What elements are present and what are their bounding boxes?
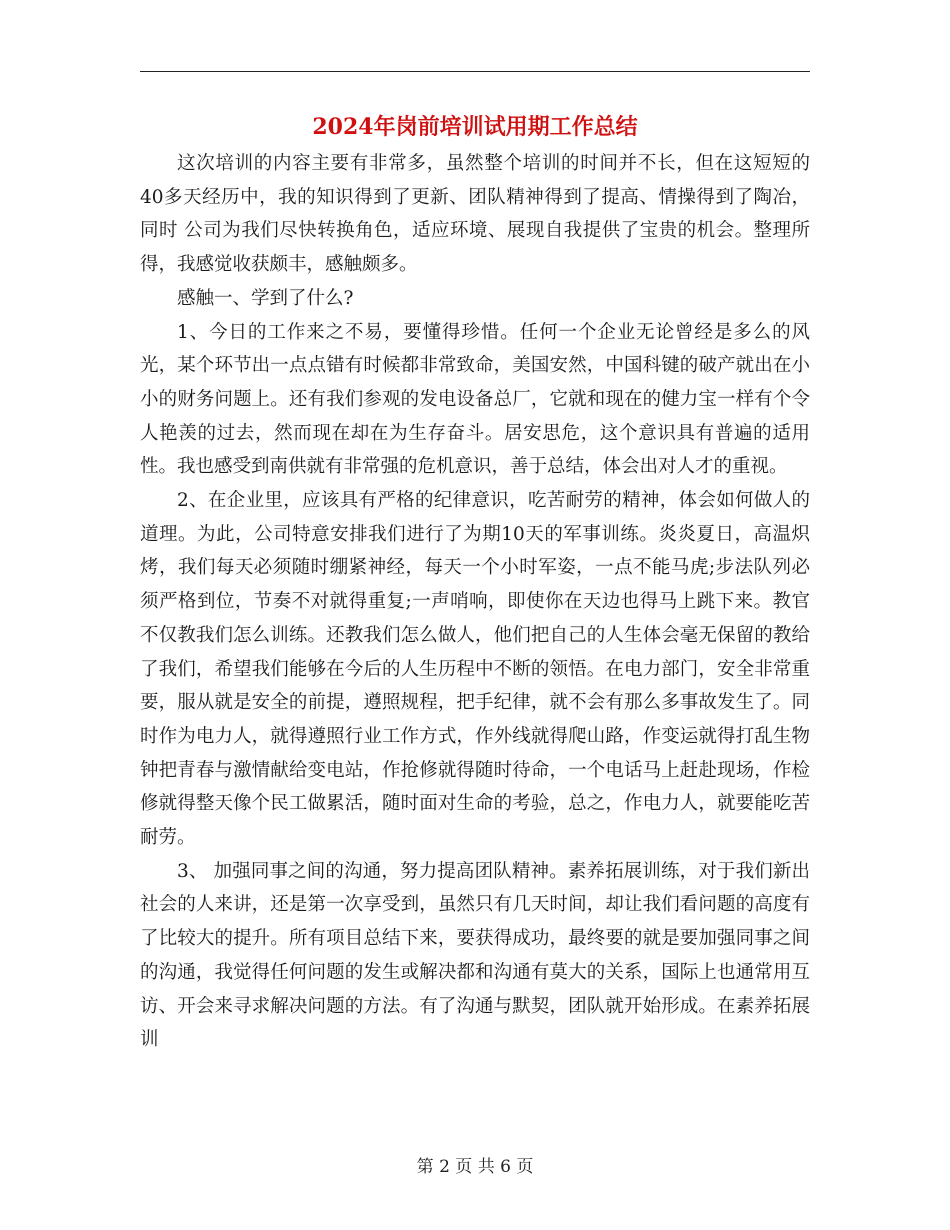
document-body [140,147,810,1057]
paragraph-section-heading: 感触一、学到了什么? [177,287,354,309]
header-rule [140,71,810,72]
paragraph-point-2: 2、在企业里，应该具有严格的纪律意识，吃苦耐劳的精神，体会如何做人的道理。为此，公司特意安排我们进行了为期10天的军事训练。炎炎夏日，高温炽烤，我们每天必须随时绷紧神经，每天一个小时军姿，一点不能马虎;步法队列必须严格到位，节奏不对就得重复;一声哨响，即使你在天边也得马上跳下来。教官不仅教我们怎么训练。还教我们怎么做人，他们把自己的人生体会毫无保留的教给了我们，希望我们能够在今后的人生历程中不断的领悟。在电力部门，安全非常重要，服从就是安全的前提，遵照规程，把手纪律，就不会有那么多事故发生了。同时作为电力人，就得遵照行业工作方式，作外线就得爬山路，作变运就得打乱生物钟把青春与激情献给变电站，作抢修就得随时待命，一个电话马上赶赴现场，作检修就得整天像个民工做累活，随时面对生命的考验，总之，作电力人，就要能吃苦耐劳。 [140,490,810,849]
paragraph-intro: 这次培训的内容主要有非常多，虽然整个培训的时间并不长，但在这短短的40多天经历中，我的知识得到了更新、团队精神得到了提高、情操得到了陶冶，同时 公司为我们尽快转换角色，适应环境、展现自我提供了宝贵的机会。整理所得，我感觉收获颇丰，感触颇多。 [140,153,810,276]
page-number-footer: 第 2 页 共 6 页 [416,1157,534,1177]
document-title: 2024年岗前培训试用期工作总结 [312,114,638,140]
paragraph-point-1: 1、今日的工作来之不易，要懂得珍惜。任何一个企业无论曾经是多么的风光，某个环节出一点点错有时候都非常致命，美国安然，中国科键的破产就出在小小的财务问题上。还有我们参观的发电设备总厂，它就和现在的健力宝一样有个令人艳羡的过去，然而现在却在为生存奋斗。居安思危，这个意识具有普遍的适用性。我也感受到南供就有非常强的危机意识，善于总结，体会出对人才的重视。 [140,321,810,478]
paragraph-point-3: 3、 加强同事之间的沟通，努力提高团队精神。素养拓展训练，对于我们新出社会的人来讲，还是第一次享受到，虽然只有几天时间，却让我们看问题的高度有了比较大的提升。所有项目总结下来，要获得成功，最终要的就是要加强同事之间的沟通，我觉得任何问题的发生或解决都和沟通有莫大的关系，国际上也通常用互访、开会来寻求解决问题的方法。有了沟通与默契，团队就开始形成。在素养拓展训 [140,860,810,1051]
